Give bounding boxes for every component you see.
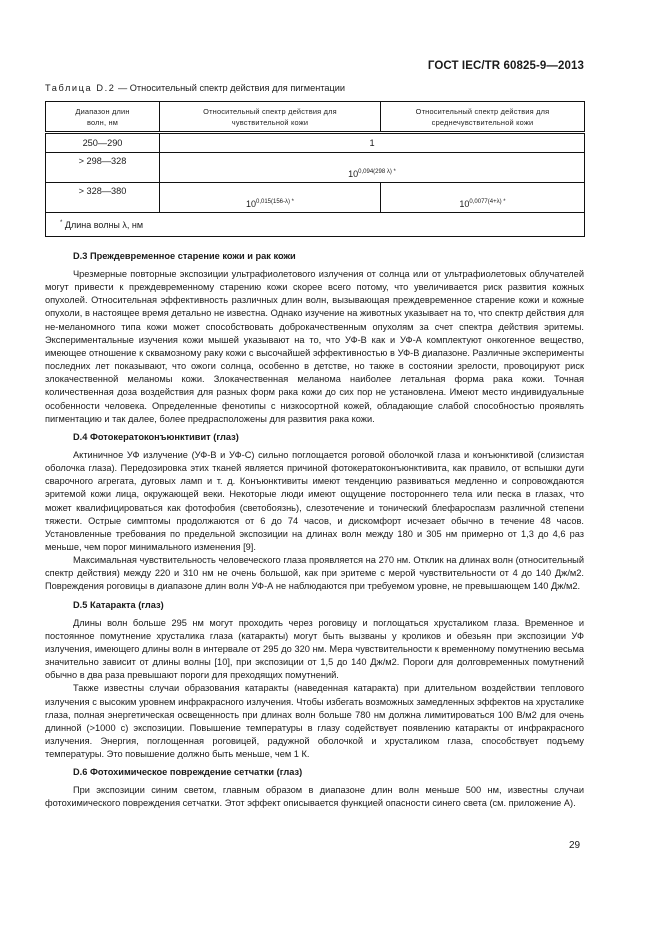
combined-formula-cell [160,153,585,183]
formula-exponent: 0,094(298 λ) * [358,169,396,175]
section-heading: D.6 Фотохимическое повреждение сетчатки (глаз) [73,767,303,778]
range-cell: > 328—380 [46,183,160,213]
formula-base: 10 [245,199,256,209]
section-d5 [45,599,584,762]
paragraph: Актиничное УФ излучение (УФ-В и УФ-С) сильно поглощается роговой оболочкой глаза и конъюнктивой (слизистая оболочка глаза). Передозировка этих тканей является причиной фотокератоконъюнктивита, как правило, от вспышки дуги сварочного агрегата, дуговых ламп и т. д. Конъюнктивиты имеют тенденцию развиваться медленно и сопровождаются эритемой кожи лица, окружающей веки. Некоторые люди имеют ощущение постороннего тела или песка в глазах, что может квалифицироваться как фотофобия (светобоязнь), слезотечение и тонический блефароспазм различной степени тяжести. Острые симптомы продолжаются от 6 до 74 часов, и дискомфорт исчезает обычно в течение 48 часов. Установленные требования по предельной экспозиции на длинах волн между 180 и 305 нм примерно от 1,3 до 4,6 раз меньше, чем порог минимального изменения [9]. [45,449,584,552]
medium-formula-cell [381,183,585,213]
section-d6 [45,766,584,810]
combined-value-cell: 1 [160,133,585,153]
document-body [45,250,584,816]
table-header-row [46,102,585,133]
formula-base: 10 [348,169,359,179]
page-number: 29 [569,840,581,851]
footnote-mark: * [60,219,63,226]
range-cell: > 298—328 [46,153,160,183]
column-header-medium: Относительный спектр действия для среднечувствительной кожи [381,102,585,133]
section-heading: D.3 Преждевременное старение кожи и рак кожи [73,251,296,261]
section-heading: D.4 Фотокератоконъюнктивит (глаз) [73,431,239,442]
table-footnote [46,213,585,237]
document-code: ГОСТ IEC/TR 60825-9—2013 [427,60,584,72]
paragraph: Длины волн больше 295 нм могут проходить через роговицу и поглощаться хрусталиком глаза. Временное и постоянное помутнение хрусталика глаза (катаракты) могут быть вызваны у кроликов и обезьян при экспозиции УФ излучения, имеющего длины волн в интервале от 295 до 320 нм. Мера чувствительности к временному помутнению весьма значительно зависит от длины волны [10], при экспозиции от 1,5 до 140 Дж/м2. Пороги для долговременных помутнений обычно в два раза превышают пороги для преходящих помутнений. [45,617,584,681]
footnote-text: Длина волны λ, нм [64,219,144,230]
paragraph: Максимальная чувствительность человеческого глаза проявляется на 270 нм. Отклик на длинах волн (относительный спектр действия) между 220 и 310 нм не очень большой, как при эритеме с мерой чувствительности от 4 до 140 Дж/м2. Повреждения роговицы в диапазоне длин волн УФ-А не наблюдаются при требуемом уровне, не превышающем 140 Дж/м2. [45,555,584,592]
table-row [46,133,585,153]
paragraph: При экспозиции синим светом, главным образом в диапазоне длин волн меньше 500 нм, известны случаи фотохимического повреждения сетчатки. Этот эффект описывается функцией опасности синего света (см. приложение А). [45,785,584,809]
paragraph: Также известны случаи образования катаракты (наведенная катаракта) при длительном воздействии теплового излучения с высоким уровнем инфракрасного излучения. Чтобы избегать возможных замедленных эффектов на хрусталике глаза, полная энергетическая освещенность при длинах волн больше 780 нм должна лимитироваться 100 В/м2 для очень длинной (>1000 с) экспозиции. Повышение температуры в глазу содействует появлению катаракты от инфракрасного излучения. Энергия, поглощенная роговицей, радужной оболочкой и хрусталиком глаза, способствует подъему температуры. Это повышение должно быть меньше, чем 1 К. [45,683,584,760]
table-row [46,183,585,213]
formula-exponent: 0,015(156-λ) * [255,199,295,205]
formula-exponent: 0,0077(4+λ) * [469,199,506,205]
section-d3 [45,250,584,426]
table-caption-label: Таблица D.2 [45,83,116,93]
paragraph: Чрезмерные повторные экспозиции ультрафиолетового излучения от солнца или от ультрафиолетовых облучателей могут привести к преждевременному старению кожи скорее всего потому, что увеличивается риск развития кожных опухолей. Относительная эффективность различных длин волн, вызывающая преждевременное старение кожи и кожные опухоли, в настоящее время детально не известна. Однако изучение на животных указывает на то, что спектр действия для не-меланомного типа кожи может способствовать доброкачественным опухолям за счет спектра действия эритемы. Экспериментальные изучения кожи мышей указывают на то, что УФ-В как и УФ-А комплектуют онкогенное вещество, имеющее отношение к сквамозному раку кожи с высочайшей эффективностью в УФ-В диапазоне. Различные эксперименты последних лет показывают, что ожоги солнца, особенно в детстве, но также в состоянии зрелости, провоцируют риск злокачественной меланомы кожи. Злокачественная меланома наиболее летальная форма рака кожи. Точная количественная доза воздействия для разных форм рака кожи до сих пор не установлена. Имеют место индивидуальные особенности человека. Определенные фенотипы с низкосортной кожей, обладающие слабой способностью проявлять пигментацию и так далее, более предрасположены для развития рака кожи. [45,269,584,424]
formula-base: 10 [459,199,470,209]
table-caption-text: — Относительный спектр действия для пигментации [115,83,346,93]
section-d4 [45,431,584,594]
table-row [46,153,585,183]
table-caption [45,83,345,93]
section-heading: D.5 Катаракта (глаз) [73,599,164,610]
action-spectrum-table [45,101,585,237]
sensitive-formula-cell [160,183,381,213]
column-header-wavelength: Диапазон длин волн, нм [46,102,160,133]
column-header-sensitive: Относительный спектр действия для чувствительной кожи [160,102,381,133]
range-cell: 250—290 [46,133,160,153]
table-footnote-row [46,213,585,237]
